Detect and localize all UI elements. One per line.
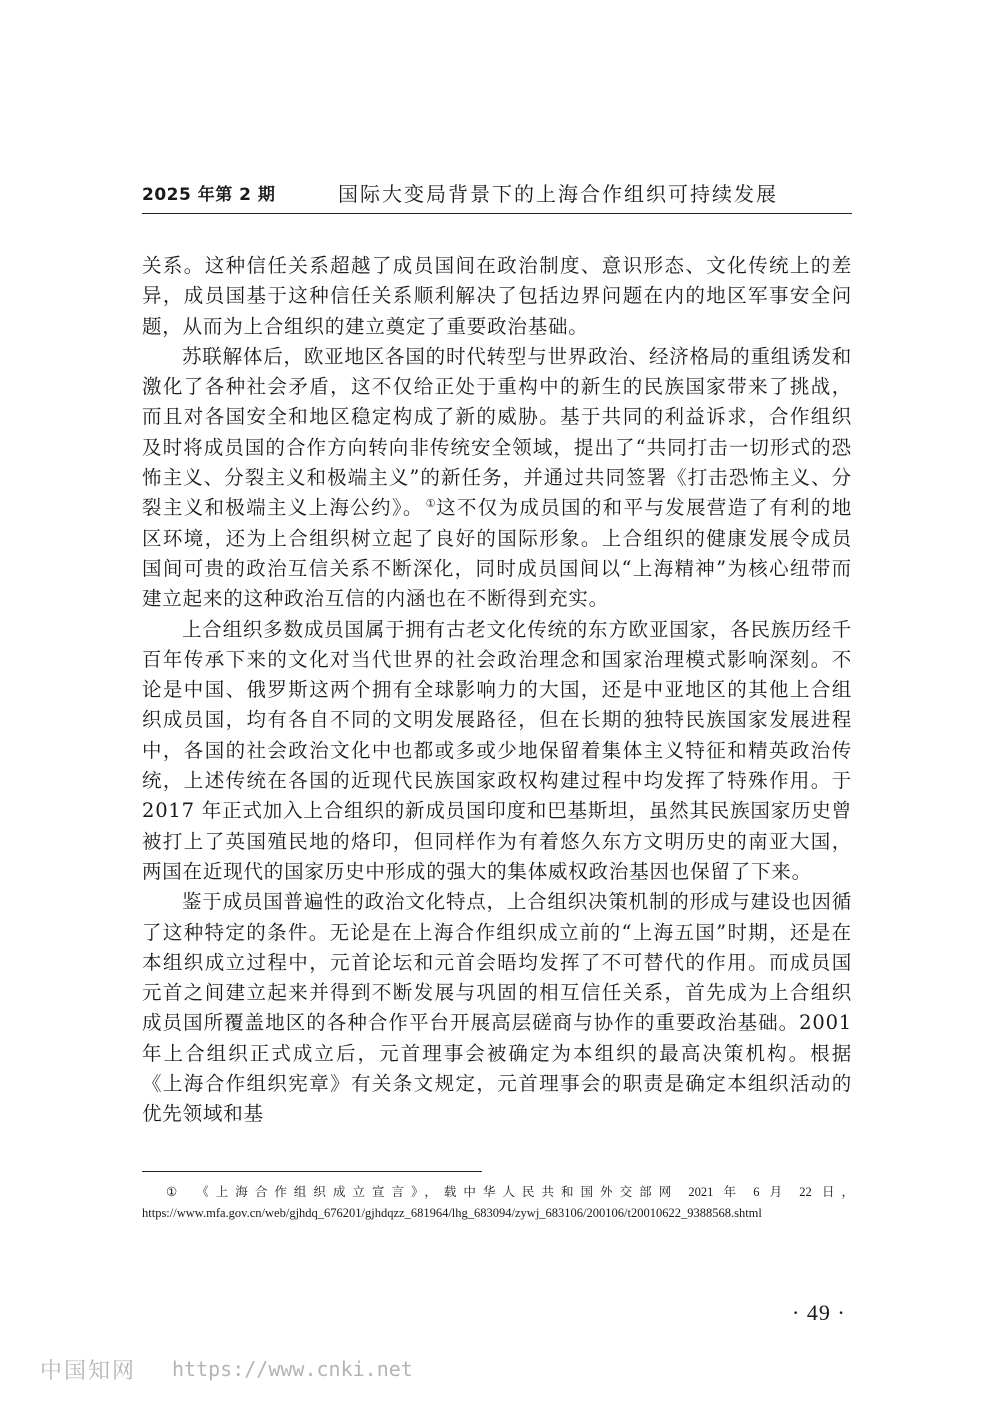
- watermark-url: https://www.cnki.net: [172, 1357, 413, 1381]
- footnote-marker: ①: [166, 1185, 178, 1199]
- footnote-rule: [142, 1171, 482, 1172]
- footnote: [142, 1182, 854, 1224]
- footnote-reference[interactable]: ①: [425, 497, 437, 511]
- running-header: [142, 178, 852, 208]
- header-rule: [142, 213, 852, 214]
- paragraph-3: 上合组织多数成员国属于拥有古老文化传统的东方欧亚国家，各民族历经千百年传承下来的文化对当代世界的社会政治理念和国家治理模式影响深刻。不论是中国、俄罗斯这两个拥有全球影响力的大国，还是中亚地区的其他上合组织成员国，均有各自不同的文明发展路径，但在长期的独特民族国家发展进程中，各国的社会政治文化中也都或多或少地保留着集体主义特征和精英政治传统，上述传统在各国的近现代民族国家政权构建过程中均发挥了特殊作用。于 2017 年正式加入上合组织的新成员国印度和巴基斯坦，虽然其民族国家历史曾被打上了英国殖民地的烙印，但同样作为有着悠久东方文明历史的南亚大国，两国在近现代的国家历史中形成的强大的集体威权政治基因也保留了下来。: [142, 617, 852, 883]
- page-number: · 49 ·: [792, 1300, 846, 1325]
- article-body: [142, 251, 852, 1130]
- watermark-site-name: 中国知网: [40, 1359, 137, 1384]
- issue-label: 2025 年第 2 期: [142, 185, 276, 205]
- running-title: 国际大变局背景下的上海合作组织可持续发展: [338, 182, 778, 206]
- paragraph-2: [142, 342, 852, 615]
- paragraph-4: 鉴于成员国普遍性的政治文化特点，上合组织决策机制的形成与建设也因循了这种特定的条件。无论是在上海合作组织成立前的“上海五国”时期，还是在本组织成立过程中，元首论坛和元首会晤均发挥了不可替代的作用。而成员国元首之间建立起来并得到不断发展与巩固的相互信任关系，首先成为上合组织成员国所覆盖地区的各种合作平台开展高层磋商与协作的重要政治基础。2001 年上合组织正式成立后，元首理事会被确定为本组织的最高决策机构。根据《上海合作组织宪章》有关条文规定，元首理事会的职责是确定本组织活动的优先领域和基: [142, 890, 852, 1126]
- paragraph-1: 关系。这种信任关系超越了成员国间在政治制度、意识形态、文化传统上的差异，成员国基于这种信任关系顺利解决了包括边界问题在内的地区军事安全问题，从而为上合组织的建立奠定了重要政治基础。: [142, 254, 852, 338]
- footnote-text: 《上海合作组织成立宣言》，载中华人民共和国外交部网 2021 年 6 月 22 日，https://www.mfa.gov.cn/web/gjhdq_676201/gjhdqzz_681964/lhg_683094/zywj_683106/200106/t20010622_9388568.shtml: [142, 1185, 854, 1220]
- paragraph-2-text-a: 苏联解体后，欧亚地区各国的时代转型与世界政治、经济格局的重组诱发和激化了各种社会矛盾，这不仅给正处于重构中的新生的民族国家带来了挑战，而且对各国安全和地区稳定构成了新的威胁。基于共同的利益诉求，合作组织及时将成员国的合作方向转向非传统安全领域，提出了“共同打击一切形式的恐怖主义、分裂主义和极端主义”的新任务，并通过共同签署《打击恐怖主义、分裂主义和极端主义上海公约》。: [142, 344, 852, 520]
- paragraph-2-text-b: 这不仅为成员国的和平与发展营造了有利的地区环境，还为上合组织树立起了良好的国际形象。上合组织的健康发展令成员国间可贵的政治互信关系不断深化，同时成员国间以“上海精神”为核心纽带而建立起来的这种政治互信的内涵也在不断得到充实。: [142, 496, 852, 611]
